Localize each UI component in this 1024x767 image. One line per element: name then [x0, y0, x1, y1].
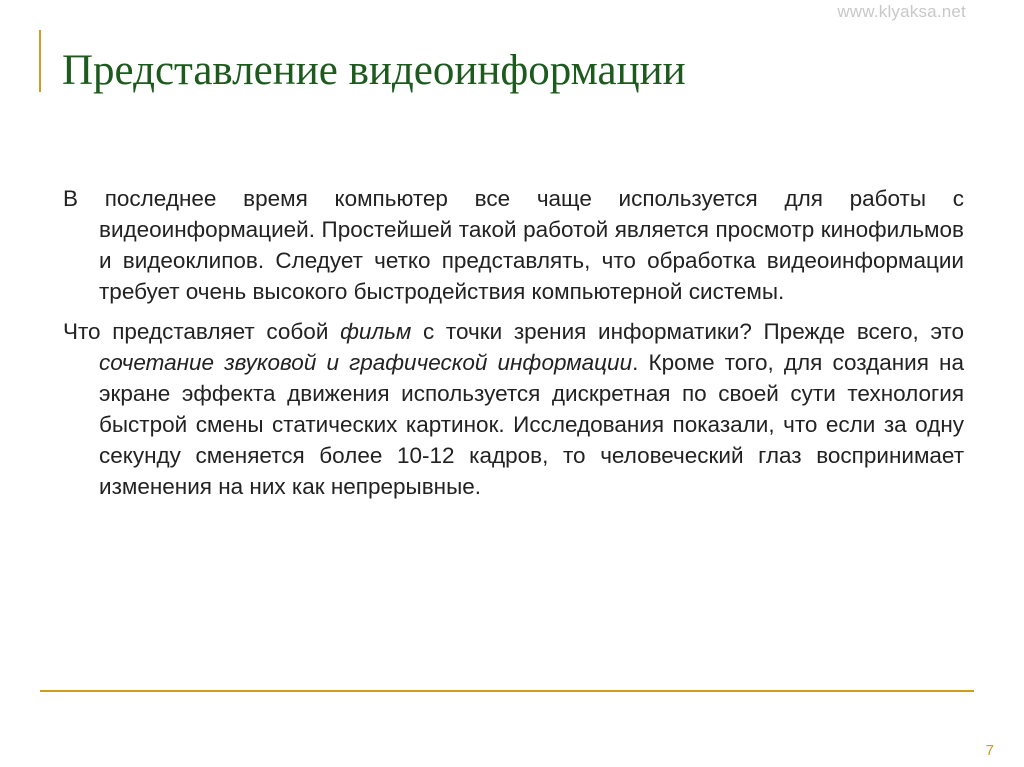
slide-title: Представление видеоинформации	[62, 47, 686, 94]
paragraph-2-text-2: с точки зрения информатики? Прежде всего, это	[411, 319, 964, 344]
title-accent-line	[39, 30, 41, 92]
paragraph-2-text-3: . Кроме того, для создания на экране эффекта движения используется дискретная по своей сути технология быстрой смены статических картинок. Исследования показали, что если за одну секунду сменяется более 10-12 кадров, то человеческий глаз воспринимает изменения на них как непрерывные.	[99, 350, 964, 499]
footer-divider	[40, 690, 974, 692]
paragraph-2-text-1: Что представляет собой	[63, 319, 341, 344]
paragraph-1: В последнее время компьютер все чаще используется для работы с видеоинформацией. Простейшей такой работой является просмотр кинофильмов и видеоклипов. Следует четко представлять, что обработка видеоинформации требует очень высокого быстродействия компьютерной системы.	[63, 186, 964, 304]
paragraph-2-emphasis-combination: сочетание звуковой и графической информации	[99, 350, 633, 375]
slide-content	[63, 183, 964, 511]
paragraph-2	[63, 316, 964, 502]
paragraph-2-emphasis-film: фильм	[340, 319, 412, 344]
page-number: 7	[985, 742, 994, 759]
watermark: www.klyaksa.net	[837, 2, 966, 21]
